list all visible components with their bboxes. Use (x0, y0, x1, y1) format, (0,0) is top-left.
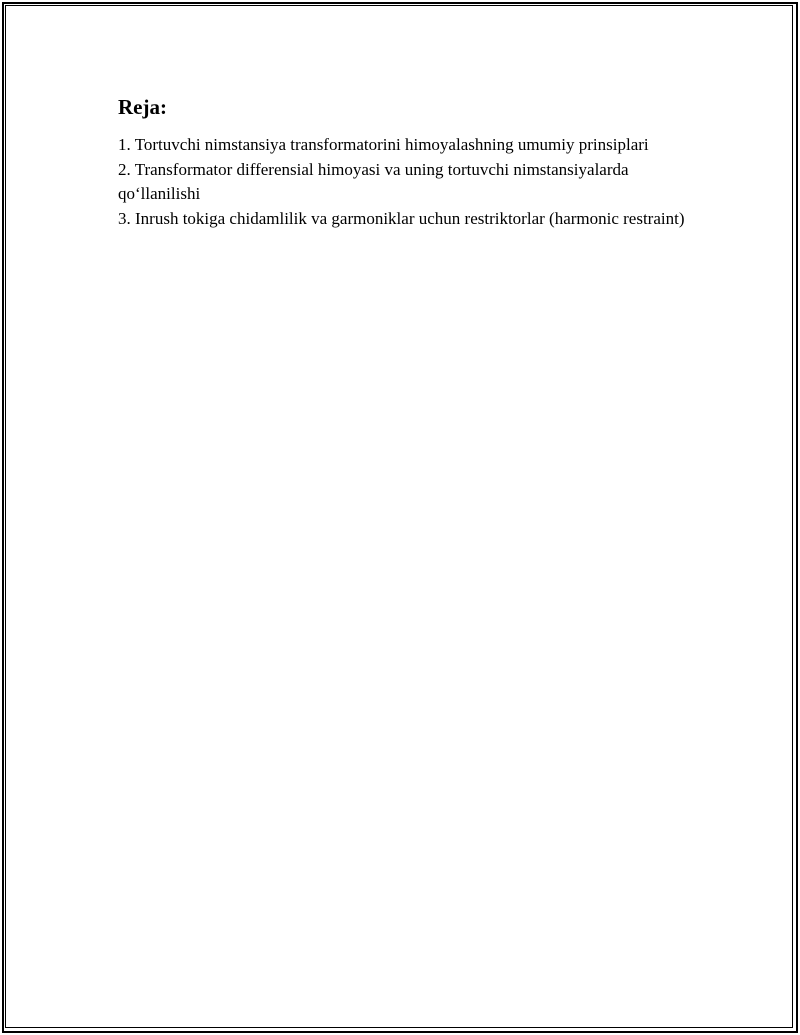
plan-item-2: 2. Transformator differensial himoyasi va uning tortuvchi nimstansiyalarda qo‘llanilishi (118, 159, 629, 203)
plan-item-1: 1. Tortuvchi nimstansiya transformatorini himoyalashning umumiy prinsiplari (118, 135, 649, 154)
plan-item-3: 3. Inrush tokiga chidamlilik va garmoniklar uchun restriktorlar (harmonic restraint) (118, 208, 685, 228)
plan-list (118, 133, 688, 231)
document-body (118, 93, 688, 231)
plan-heading: Reja: (118, 95, 167, 119)
